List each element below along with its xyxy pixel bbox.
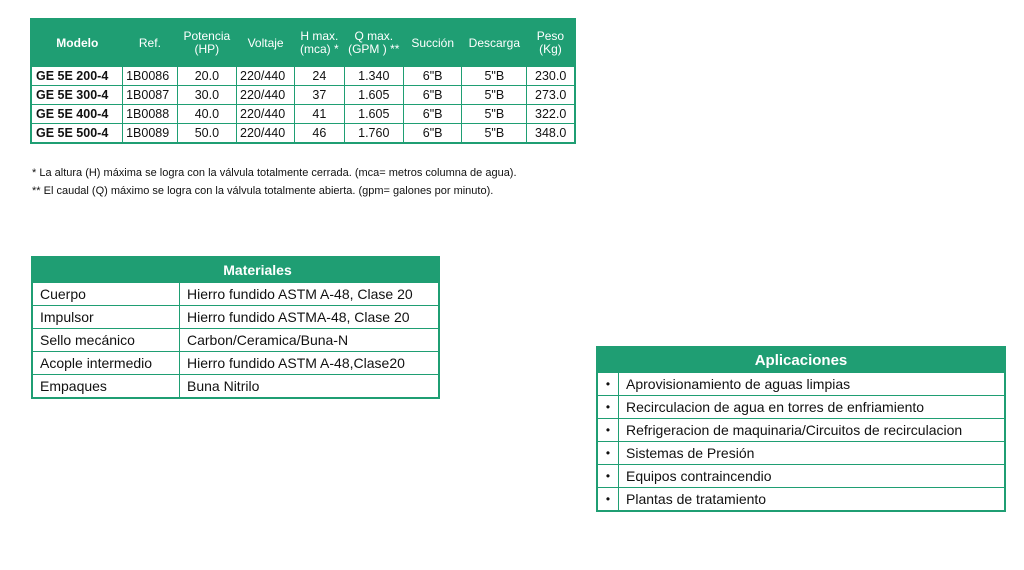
list-item (597, 442, 1005, 465)
cell-q-max: 1.760 (344, 124, 403, 144)
cell-ref: 1B0088 (123, 105, 178, 124)
cell-potencia: 40.0 (177, 105, 236, 124)
header-h-max: H max. (mca) * (295, 19, 344, 67)
table-row (31, 124, 575, 144)
header-peso: Peso (Kg) (527, 19, 575, 67)
application-text: Refrigeracion de maquinaria/Circuitos de recirculacion (619, 419, 1006, 442)
bullet-icon: • (597, 419, 619, 442)
cell-h-max: 46 (295, 124, 344, 144)
cell-peso: 348.0 (527, 124, 575, 144)
cell-voltaje: 220/440 (237, 124, 295, 144)
bullet-icon: • (597, 488, 619, 512)
cell-peso: 273.0 (527, 86, 575, 105)
application-text: Recirculacion de agua en torres de enfriamiento (619, 396, 1006, 419)
cell-potencia: 30.0 (177, 86, 236, 105)
table-row (32, 375, 439, 399)
list-item (597, 465, 1005, 488)
material-value: Carbon/Ceramica/Buna-N (180, 329, 440, 352)
material-value: Buna Nitrilo (180, 375, 440, 399)
cell-voltaje: 220/440 (237, 86, 295, 105)
table-row (31, 86, 575, 105)
application-text: Plantas de tratamiento (619, 488, 1006, 512)
cell-descarga: 5"B (462, 86, 527, 105)
bullet-icon: • (597, 396, 619, 419)
pump-specs-table (30, 18, 576, 144)
header-voltaje: Voltaje (237, 19, 295, 67)
cell-succion: 6"B (403, 105, 461, 124)
cell-potencia: 20.0 (177, 67, 236, 86)
cell-succion: 6"B (403, 67, 461, 86)
cell-ref: 1B0089 (123, 124, 178, 144)
cell-modelo: GE 5E 500-4 (31, 124, 123, 144)
header-modelo: Modelo (31, 19, 123, 67)
cell-voltaje: 220/440 (237, 67, 295, 86)
table-row (32, 329, 439, 352)
specs-header-row (31, 19, 575, 67)
cell-h-max: 37 (295, 86, 344, 105)
material-part: Empaques (32, 375, 180, 399)
list-item (597, 488, 1005, 512)
applications-table (596, 346, 1006, 512)
material-value: Hierro fundido ASTMA-48, Clase 20 (180, 306, 440, 329)
table-row (31, 67, 575, 86)
header-potencia: Potencia (HP) (177, 19, 236, 67)
material-part: Cuerpo (32, 283, 180, 306)
cell-h-max: 41 (295, 105, 344, 124)
applications-title: Aplicaciones (597, 347, 1005, 373)
cell-descarga: 5"B (462, 124, 527, 144)
cell-voltaje: 220/440 (237, 105, 295, 124)
cell-q-max: 1.605 (344, 105, 403, 124)
cell-descarga: 5"B (462, 67, 527, 86)
material-part: Sello mecánico (32, 329, 180, 352)
cell-succion: 6"B (403, 86, 461, 105)
materials-title-text: Materiales (223, 262, 292, 278)
bullet-icon: • (597, 465, 619, 488)
cell-q-max: 1.605 (344, 86, 403, 105)
material-part: Acople intermedio (32, 352, 180, 375)
application-text: Equipos contraincendio (619, 465, 1006, 488)
list-item (597, 419, 1005, 442)
list-item (597, 373, 1005, 396)
table-row (32, 352, 439, 375)
cell-peso: 230.0 (527, 67, 575, 86)
cell-peso: 322.0 (527, 105, 575, 124)
list-item (597, 396, 1005, 419)
header-ref: Ref. (123, 19, 178, 67)
cell-potencia: 50.0 (177, 124, 236, 144)
cell-h-max: 24 (295, 67, 344, 86)
bullet-icon: • (597, 373, 619, 396)
note-height: * La altura (H) máxima se logra con la válvula totalmente cerrada. (mca= metros columna de agua). (32, 167, 517, 179)
material-value: Hierro fundido ASTM A-48,Clase20 (180, 352, 440, 375)
table-row (31, 105, 575, 124)
cell-modelo: GE 5E 200-4 (31, 67, 123, 86)
materials-title (32, 257, 439, 283)
cell-ref: 1B0087 (123, 86, 178, 105)
cell-modelo: GE 5E 400-4 (31, 105, 123, 124)
cell-q-max: 1.340 (344, 67, 403, 86)
application-text: Aprovisionamiento de aguas limpias (619, 373, 1006, 396)
cell-ref: 1B0086 (123, 67, 178, 86)
header-succion: Succión (403, 19, 461, 67)
bullet-icon: • (597, 442, 619, 465)
note-flow: ** El caudal (Q) máximo se logra con la válvula totalmente abierta. (gpm= galones por minuto). (32, 185, 494, 197)
cell-succion: 6"B (403, 124, 461, 144)
materials-table (31, 256, 440, 399)
application-text: Sistemas de Presión (619, 442, 1006, 465)
material-value: Hierro fundido ASTM A-48, Clase 20 (180, 283, 440, 306)
header-descarga: Descarga (462, 19, 527, 67)
material-part: Impulsor (32, 306, 180, 329)
cell-modelo: GE 5E 300-4 (31, 86, 123, 105)
table-row (32, 306, 439, 329)
table-row (32, 283, 439, 306)
cell-descarga: 5"B (462, 105, 527, 124)
header-q-max: Q max. (GPM ) ** (344, 19, 403, 67)
